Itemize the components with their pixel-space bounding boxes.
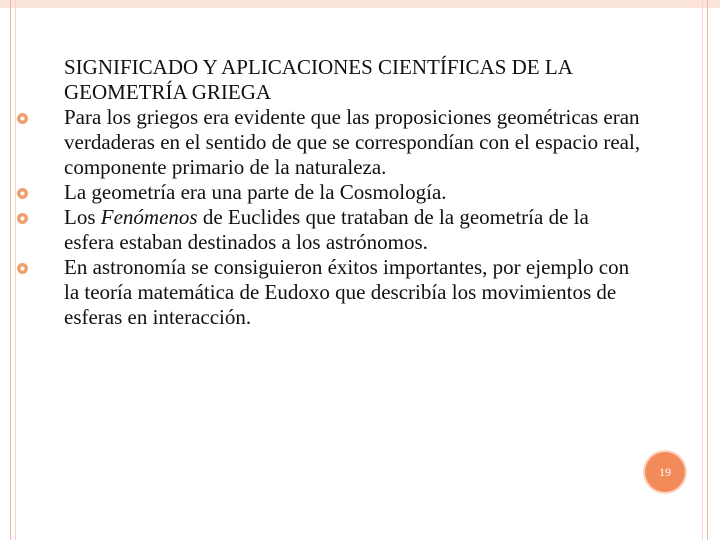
bullet-text-after: de Euclides que trataban de la geometría de la esfera estaban destinados a los astrónomos.: [64, 205, 589, 254]
bullet-text: En astronomía se consiguieron éxitos importantes, por ejemplo con la teoría matemática de Eudoxo que describía los movimientos de esferas en interacción.: [64, 255, 630, 329]
gear-bullet-icon: [16, 262, 29, 275]
page-number-badge: [645, 452, 685, 492]
bullet-text: La geometría era una parte de la Cosmología.: [64, 180, 447, 204]
bullet-item: [64, 205, 644, 255]
bullet-text-italic: Fenómenos: [100, 205, 198, 229]
slide-content: [64, 55, 644, 330]
gear-bullet-icon: [16, 212, 29, 225]
bullet-text-before: Los: [64, 205, 101, 229]
gear-bullet-icon: [16, 187, 29, 200]
bullet-item: [64, 180, 644, 205]
bullet-item: [64, 255, 644, 330]
page-number: 19: [659, 464, 671, 479]
bullet-list: [64, 105, 644, 330]
bullet-item: [64, 105, 644, 180]
slide-heading: SIGNIFICADO Y APLICACIONES CIENTÍFICAS DE LA GEOMETRÍA GRIEGA: [64, 55, 572, 104]
bullet-text: Para los griegos era evidente que las proposiciones geométricas eran verdaderas en el sentido de que se correspondían con el espacio real, componente primario de la naturaleza.: [64, 105, 641, 179]
gear-bullet-icon: [16, 112, 29, 125]
